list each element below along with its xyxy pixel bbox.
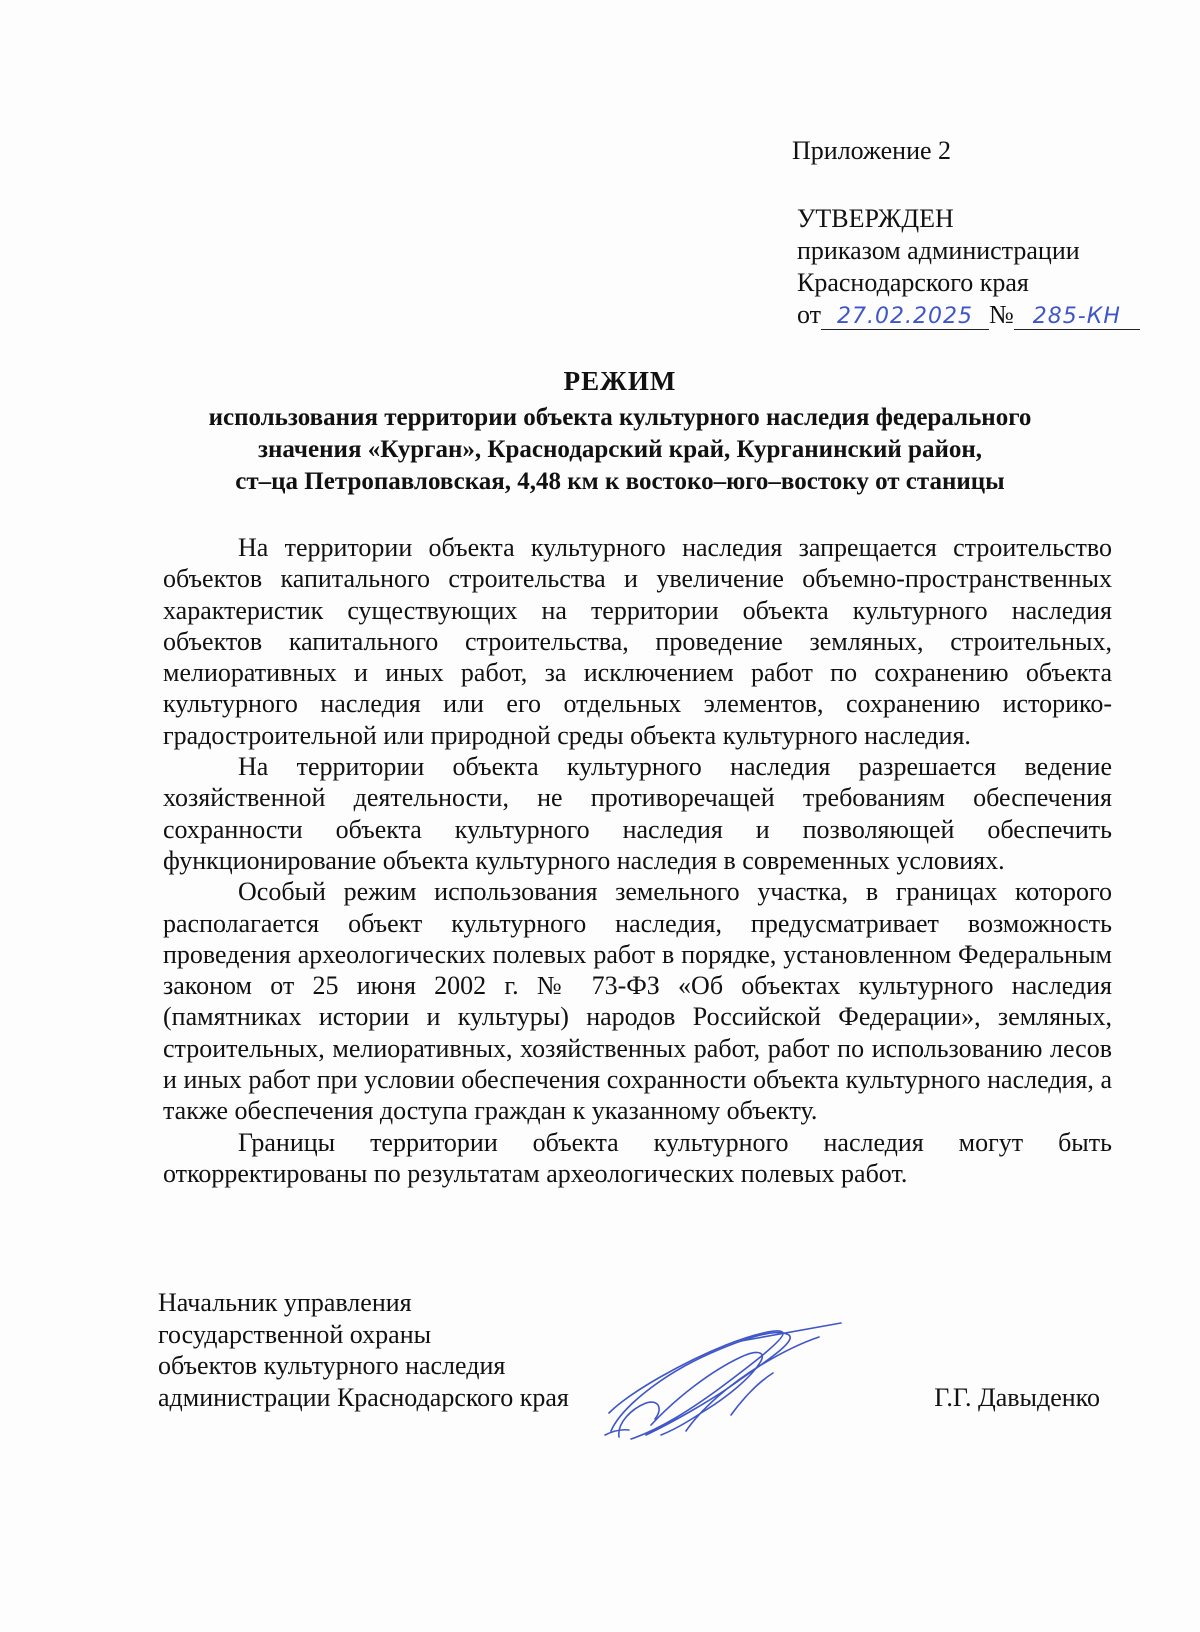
paragraph-prohibitions: На территории объекта культурного наследия запрещается строительство объектов капитального строительства и увеличение объемно-пространственных характеристик существующих на территории объекта культурного наследия объектов капитального строительства, проведение земляных, строительных, мелиоративных и иных работ, за исключением работ по сохранению объекта культурного наследия или его отдельных элементов, сохранению историко-градостроительной или природной среды объекта культурного наследия. (163, 533, 1112, 750)
document-subtitle (130, 402, 1110, 498)
signatory-title (158, 1287, 569, 1413)
handwritten-date: 27.02.2025 (821, 305, 989, 330)
signatory-title-line-4: администрации Краснодарского края (158, 1382, 569, 1412)
signatory-title-line-3: объектов культурного наследия (158, 1351, 506, 1380)
appendix-label: Приложение 2 (792, 136, 952, 165)
paragraph-boundaries: Границы территории объекта культурного наследия могут быть откорректированы по результатам археологических полевых работ. (163, 1127, 1112, 1188)
from-label: от (797, 300, 822, 329)
subtitle-line-3: ст–ца Петропавловская, 4,48 км к востоко–юго–востоку от станицы (235, 468, 1005, 495)
paragraph-permitted-activity: На территории объекта культурного наследия разрешается ведение хозяйственной деятельности, не противоречащей требованиям обеспечения сохранности объекта культурного наследия и позволяющей обеспечить функционирование объекта культурного наследия в современных условиях. (163, 752, 1112, 875)
subtitle-line-2: значения «Курган», Краснодарский край, Курганинский район, (257, 436, 983, 463)
approval-block (797, 203, 1140, 331)
handwritten-number: 285-КН (1014, 305, 1140, 330)
paragraph-special-regime: Особый режим использования земельного участка, в границах которого располагается объект культурного наследия, предусматривает возможность проведения археологических полевых работ в порядке, установленном Федеральным законом от 25 июня 2002 г. № 73-ФЗ «Об объектах культурного наследия (памятниках истории и культуры) народов Российской Федерации», земляных, строительных, мелиоративных, хозяйственных работ, работ по использованию лесов и иных работ при условии обеспечения сохранности объекта культурного наследия, а также обеспечения доступа граждан к указанному объекту. (163, 877, 1112, 1126)
number-label: № (989, 300, 1014, 329)
handwritten-signature (591, 1313, 851, 1453)
document-title: РЕЖИМ (563, 366, 677, 396)
approved-label: УТВЕРЖДЕН (797, 204, 954, 233)
signatory-title-line-2: государственной охраны (158, 1319, 432, 1349)
subtitle-line-1: использования территории объекта культурного наследия федерального (208, 404, 1032, 431)
order-date-number-line (797, 299, 1140, 331)
order-line-2: Краснодарского края (797, 268, 1029, 297)
document-body (163, 532, 1112, 1189)
signatory-title-line-1: Начальник управления (158, 1288, 412, 1317)
document-title-block (130, 362, 1110, 498)
signatory-name: Г.Г. Давыденко (934, 1382, 1100, 1412)
signature-block (158, 1287, 1100, 1413)
order-line-1: приказом администрации (797, 236, 1080, 265)
